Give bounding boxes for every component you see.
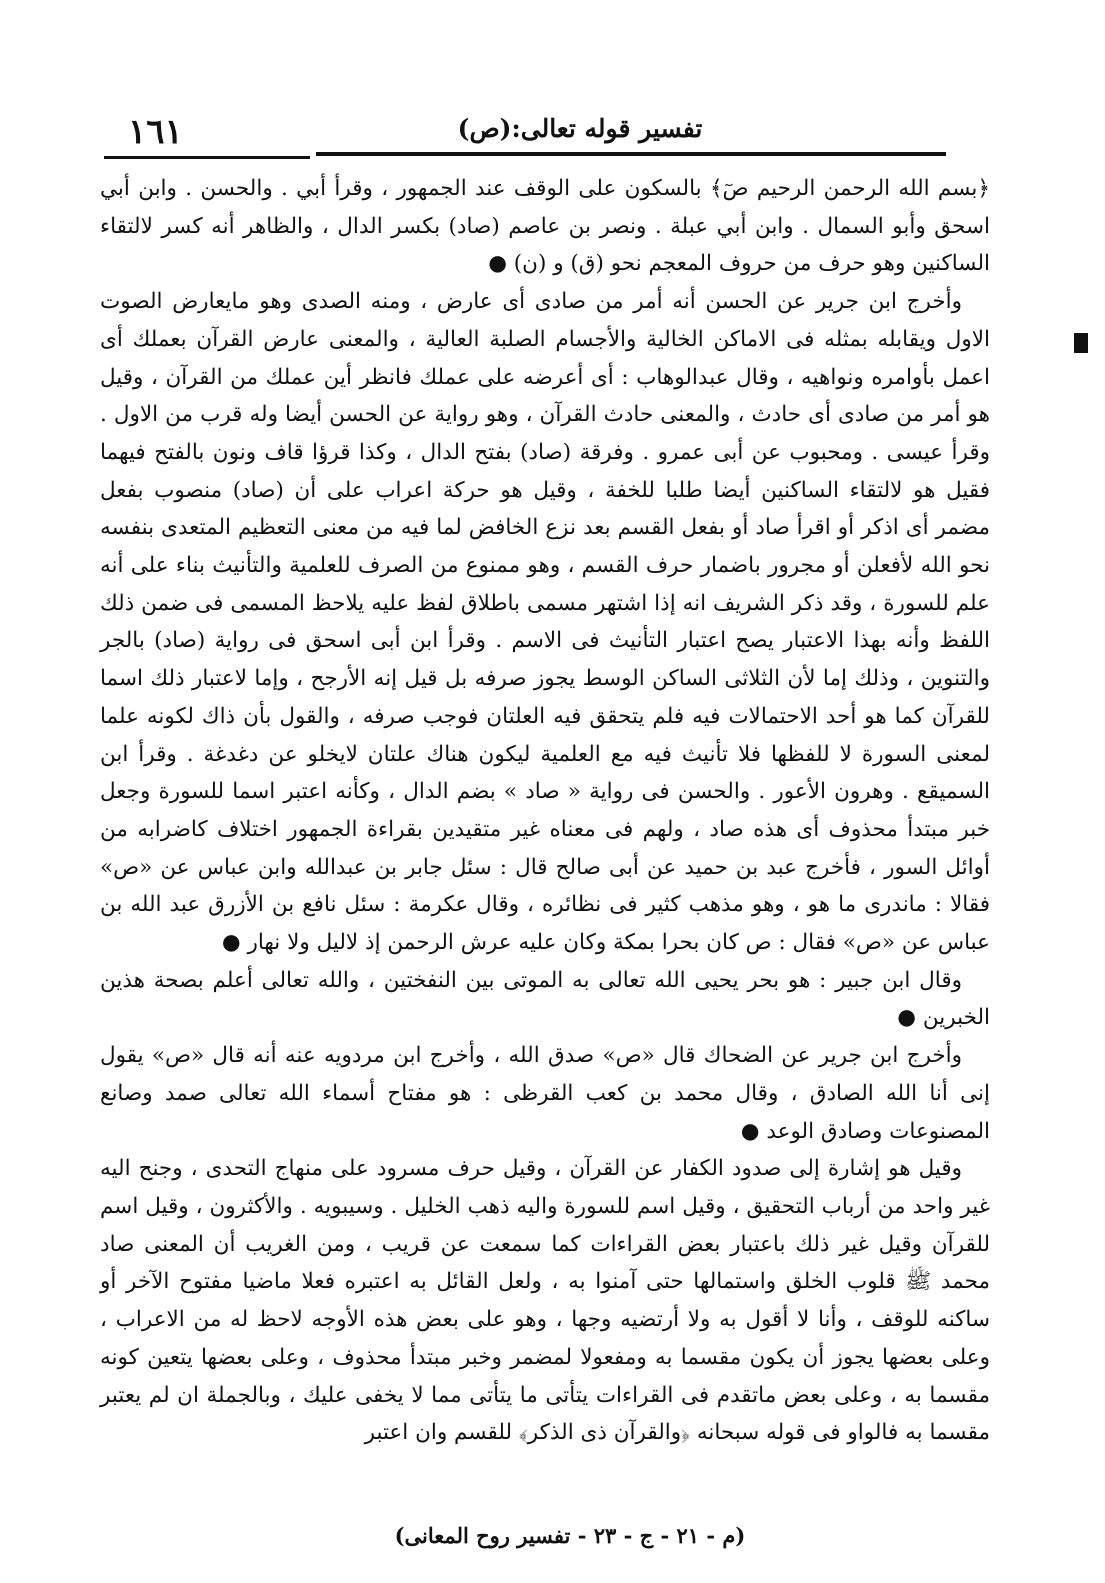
- header-rule-left: [104, 156, 310, 159]
- body-text: [100, 170, 990, 1452]
- paragraph: وقيل هو إشارة إلى صدود الكفار عن القرآن ، وقيل حرف مسرود على منهاج التحدى ، وجنح اليه غير واحد من أرباب التحقيق ، وقيل اسم للسورة واليه ذهب الخليل . وسيبويه . والأكثرون ، وقيل اسم للقرآن وقيل غير ذلك باعتبار بعض القراءات كما سمعت عن قريب ، ومن الغريب أن المعنى صاد محمد ﷺ قلوب الخلق واستمالها حتى آمنوا به ، ولعل القائل به اعتبره فعلا ماضيا مفتوح الآخر أو ساكنه للوقف ، وأنا لا أقول به ولا أرتضيه وجها ، وهو على بعض هذه الأوجه لاحظ له من الاعراب ، وعلى بعضها يجوز أن يكون مقسما به ومفعولا لمضمر وخبر مبتدأ محذوف ، وعلى بعضها يتعين كونه مقسما به ، وعلى بعض ماتقدم فى القراءات يتأتى ما يتأتى مما لا يخفى عليك ، وبالجملة ان لم يعتبر مقسما به فالواو فى قوله سبحانه ﴿والقرآن ذى الذكر﴾ للقسم وان اعتبر: [100, 1156, 990, 1446]
- footer-signature: (م - ٢١ - ج - ٢٣ - تفسير روح المعانى): [394, 1523, 746, 1548]
- paragraph: وأخرج ابن جرير عن الضحاك قال «ص» صدق الله ، وأخرج ابن مردويه عنه أنه قال «ص» يقول إنى أنا الله الصادق ، وقال محمد بن كعب القرظى : هو مفتاح أسماء الله تعالى صمد وصانع المصنوعات وصادق الوعد ●: [100, 1043, 990, 1144]
- paragraph: وقال ابن جبير : هو بحر يحيى الله تعالى به الموتى بين النفختين ، والله تعالى أعلم بصحة هذين الخبرين ●: [100, 967, 990, 1031]
- paragraph: وأخرج ابن جرير عن الحسن أنه أمر من صادى أى عارض ، ومنه الصدى وهو مايعارض الصوت الاول ويقابله بمثله فى الاماكن الخالية والأجسام الصلبة العالية ، والمعنى عارض القرآن بعملك أى اعمل بأوامره ونواهيه ، وقال عبدالوهاب : أى أعرضه على عملك فانظر أين عملك من القرآن ، وقيل هو أمر من صادى أى حادث ، والمعنى حادث القرآن ، وهو رواية عن الحسن أيضا وله قرب من الاول . وقرأ عيسى . ومحبوب عن أبى عمرو . وفرقة (صاد) بفتح الدال ، وكذا قرؤا قاف ونون بالفتح فيهما فقيل هو لالتقاء الساكنين أيضا طلبا للخفة ، وقيل هو حركة اعراب على أن (صاد) منصوب بفعل مضمر أى اذكر أو اقرأ صاد أو بفعل القسم بعد نزع الخافض لما فيه من معنى التعظيم المتعدى بنفسه نحو الله لأفعلن أو مجرور باضمار حرف القسم ، وهو ممنوع من الصرف للعلمية والتأنيث بناء على أنه علم للسورة ، وقد ذكر الشريف انه إذا اشتهر مسمى باطلاق لفظ عليه يلاحظ المسمى فى ضمن ذلك اللفظ وأنه بهذا الاعتبار يصح اعتبار التأنيث فى الاسم . وقرأ ابن أبى اسحق فى رواية (صاد) بالجر والتنوين ، وذلك إما لأن الثلاثى الساكن الوسط يجوز صرفه بل قيل إنه الأرجح ، وإما لاعتبار ذلك اسما للقرآن كما هو أحد الاحتمالات فيه فلم يتحقق فيه العلتان فوجب صرفه ، والقول بأن ذاك لكونه علما لمعنى السورة لا للفظها فلا تأنيث فيه مع العلمية ليكون هناك علتان لايخلو عن دغدغة . وقرأ ابن السميقع . وهرون الأعور . والحسن فى رواية « صاد » بضم الدال ، وكأنه اعتبر اسما للسورة وجعل خبر مبتدأ محذوف أى هذه صاد ، ولهم فى معناه غير متقيدين بقراءة الجمهور اختلاف كاضرابه من أوائل السور ، فأخرج عبد بن حميد عن أبى صالح قال : سئل جابر بن عبدالله وابن عباس عن «ص» فقالا : ماندرى ما هو ، وهو مذهب كثير فى نظائره ، وقال عكرمة : سئل نافع بن الأزرق عبد الله بن عباس عن «ص» فقال : ص كان بحرا بمكة وكان عليه عرش الرحمن إذ لاليل ولا نهار ●: [100, 289, 990, 956]
- running-title: تفسير قوله تعالى:(ص): [457, 114, 703, 143]
- margin-marker: [1074, 333, 1088, 353]
- page-number: ١٦١: [128, 112, 183, 152]
- header-rule-right: [316, 152, 946, 156]
- paragraph: ﴿بسم الله الرحمن الرحيم صٓ﴾ بالسكون على الوقف عند الجمهور ، وقرأ أبي . والحسن . وابن أبي اسحق وأبو السمال . وابن أبي عبلة . ونصر بن عاصم (صاد) بكسر الدال ، والظاهر أنه كسر لالتقاء الساكنين وهو حرف من حروف المعجم نحو (ق) و (ن) ●: [100, 176, 990, 277]
